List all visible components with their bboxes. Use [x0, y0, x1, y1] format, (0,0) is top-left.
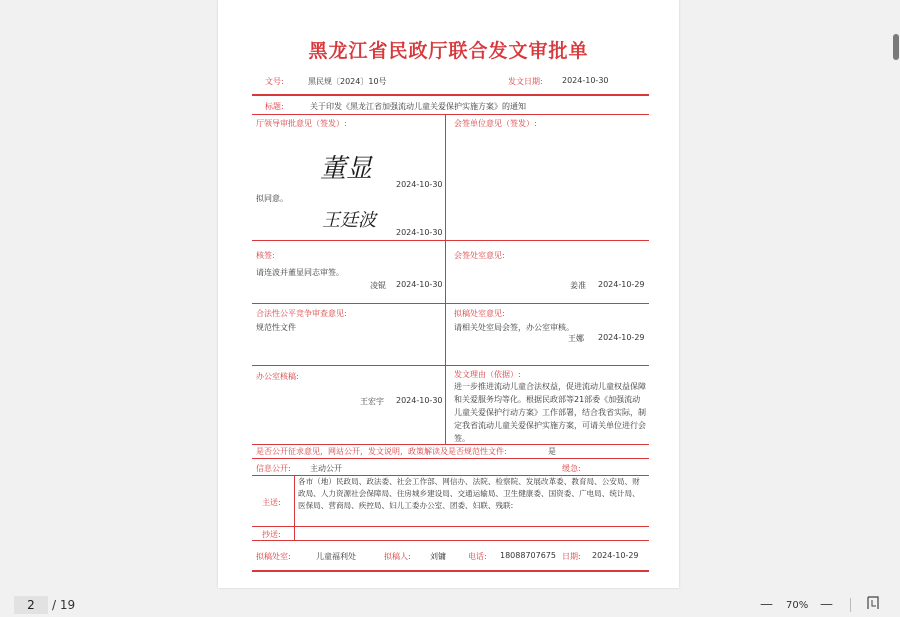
document-page [218, 0, 679, 588]
phone-label: 电话: [468, 552, 487, 561]
draft-office-label: 拟稿处室意见: [454, 309, 505, 318]
zoom-level: 70% [786, 600, 809, 611]
countersign-label: 会签处室意见: [454, 251, 505, 260]
minus-icon: — [760, 597, 773, 612]
phone-value: 18088707675 [500, 551, 556, 560]
zoom-in-button[interactable] [820, 596, 833, 614]
date-value: 2024-10-30 [562, 76, 609, 85]
date2-value: 2024-10-29 [592, 551, 639, 560]
main-send-label: 主送: [262, 498, 281, 507]
rule [252, 526, 649, 527]
leader-signature-1: 董显 [320, 154, 373, 184]
draft-office-date: 2024-10-29 [598, 333, 645, 342]
bottom-rule [252, 570, 649, 572]
leader-date-2: 2024-10-30 [396, 228, 443, 237]
doc-no-value: 黑民规〔2024〕10号 [308, 77, 387, 86]
leader-signature-2: 王廷波 [322, 210, 376, 231]
info-public-label: 信息公开: [256, 464, 291, 473]
basis-text: 进一步推进流动儿童合法权益，促进流动儿童权益保障和关爱服务均等化。根据民政部等21部委《加强流动儿童关爱保护行动方案》工作部署，结合我省实际，制定我省流动儿童关爱保护实施方案，可请关单位进行会签。 [454, 382, 646, 443]
leader-date-1: 2024-10-30 [396, 180, 443, 189]
fit-page-button[interactable] [866, 596, 880, 610]
page-title: 黑龙江省民政厅联合发文审批单 [308, 40, 589, 62]
draft-office-text: 请相关处室局会签，办公室审核。 [454, 323, 574, 332]
joint-unit-label: 会签单位意见（签发）: [454, 119, 537, 128]
scrollbar-thumb[interactable] [893, 34, 899, 60]
minus-icon: — [820, 597, 833, 612]
drafting-unit-label: 拟稿处室: [256, 552, 291, 561]
legality-label: 合法性公平竞争审查意见: [256, 309, 347, 318]
fit-page-icon [866, 596, 880, 610]
vertical-scrollbar[interactable] [890, 0, 900, 617]
leader-opinion: 拟同意。 [256, 194, 288, 203]
review-date: 2024-10-30 [396, 280, 443, 289]
public-label: 是否公开征求意见，网站公开，发文说明，政策解读及是否规范性文件: [256, 447, 507, 456]
review-label: 核签: [256, 251, 275, 260]
cc-label: 抄送: [262, 530, 281, 539]
main-send-text: 各市（地）民政局、政法委、社会工作部、网信办、法院、检察院、发展改革委、教育局、公安局、财政局、人力资源社会保障局、住房城乡建设局、交通运输局、卫生健康委、国资委、广电局、统计局、医保局、营商局、疾控局、妇儿工委办公室、团委、妇联、残联: [298, 477, 640, 510]
top-rule [252, 94, 649, 96]
countersign-name: 姜准 [570, 281, 586, 290]
page-number-input[interactable]: 2 [14, 596, 48, 614]
office-review-date: 2024-10-30 [396, 396, 443, 405]
rule [252, 540, 649, 541]
rule [252, 303, 649, 304]
doc-no-label: 文号: [265, 77, 284, 86]
subject-label: 标题: [265, 102, 284, 111]
drafting-unit-value: 儿童福利处 [316, 552, 356, 561]
legality-text: 规范性文件 [256, 323, 296, 332]
rule [252, 444, 649, 445]
drafter-value: 刘镛 [430, 552, 446, 561]
label-divider [294, 475, 295, 540]
draft-office-name: 王娜 [568, 334, 584, 343]
leader-approval-label: 厅领导审批意见（签发）: [256, 119, 347, 128]
office-review-label: 办公室核稿: [256, 372, 299, 381]
basis-label: 发文理由（依据）: [454, 370, 521, 379]
viewer-toolbar [0, 590, 900, 617]
page-total: / 19 [52, 598, 76, 612]
rule [252, 458, 649, 459]
countersign-date: 2024-10-29 [598, 280, 645, 289]
toolbar-divider [850, 598, 851, 612]
office-review-name: 王宏宇 [360, 397, 384, 406]
info-public-value: 主动公开 [310, 464, 342, 473]
public-value: 是 [548, 447, 556, 456]
review-text: 请连波并董显同志审签。 [256, 268, 344, 277]
rule [252, 114, 649, 115]
subject-value: 关于印发《黑龙江省加强流动儿童关爱保护实施方案》的通知 [310, 102, 526, 111]
drafter-label: 拟稿人: [384, 552, 411, 561]
date-label: 发文日期: [508, 77, 543, 86]
rule [252, 240, 649, 241]
column-divider [445, 114, 446, 444]
zoom-out-button[interactable] [760, 596, 773, 614]
urgency-label: 缓急: [562, 464, 581, 473]
review-name: 凌锟 [370, 281, 386, 290]
date2-label: 日期: [562, 552, 581, 561]
rule [252, 365, 649, 366]
